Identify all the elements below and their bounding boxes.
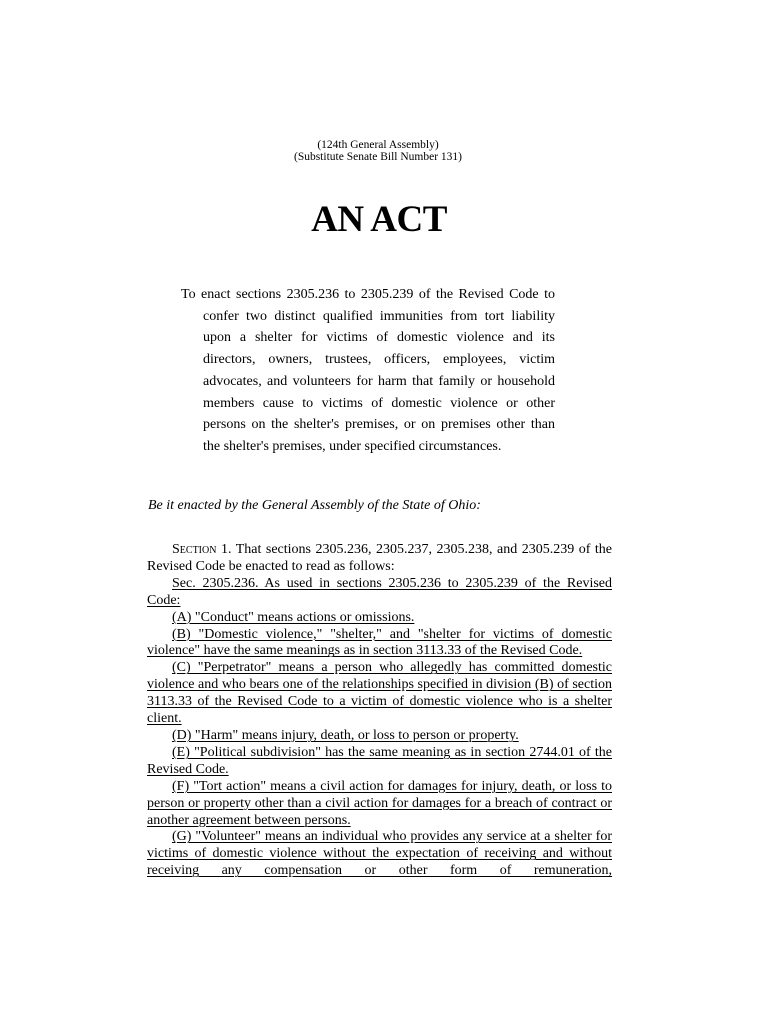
statute-paragraph-e	[147, 745, 612, 779]
statute-paragraph-a	[147, 610, 612, 627]
statute-paragraph-f	[147, 779, 612, 830]
statute-paragraph-b	[147, 627, 612, 661]
section-1-paragraph	[147, 542, 612, 576]
statute-paragraph-d	[147, 728, 612, 745]
statute-text: (G) "Volunteer" means an individual who provides any service at a shelter for victims of domestic violence without the expectation of receiving and without receiving any compensation or other form of remuneration,	[147, 829, 612, 879]
section-1-text: That sections 2305.236, 2305.237, 2305.238, and 2305.239 of the Revised Code be enacted to read as follows:	[147, 542, 612, 574]
statute-text: (D) "Harm" means injury, death, or loss to person or property.	[172, 727, 519, 743]
statute-paragraph-sec	[147, 576, 612, 610]
act-title: AN ACT	[311, 199, 447, 240]
bill-body	[147, 542, 612, 880]
assembly-line: (124th General Assembly)	[317, 139, 439, 151]
statute-text: (E) "Political subdivision" has the same meaning as in section 2744.01 of the Revised Code.	[147, 744, 612, 777]
section-heading: Section 1.	[172, 542, 232, 557]
long-title: To enact sections 2305.236 to 2305.239 of the Revised Code to confer two distinct qualified immunities from tort liability upon a shelter for victims of domestic violence and its directors, owners, trustees, officers, employees, victim advocates, and volunteers for harm that family or household members cause to victims of domestic violence or other persons on the shelter's premises, or on premises other than the shelter's premises, under specified circumstances.	[181, 287, 555, 454]
statute-paragraph-c	[147, 660, 612, 728]
enacting-clause: Be it enacted by the General Assembly of the State of Ohio:	[148, 498, 481, 513]
statute-text: Sec. 2305.236. As used in sections 2305.236 to 2305.239 of the Revised Code:	[147, 575, 612, 608]
statute-paragraph-g	[147, 829, 612, 880]
statute-text: (C) "Perpetrator" means a person who allegedly has committed domestic violence and who bears one of the relationships specified in division (B) of section 3113.33 of the Revised Code to a victim of domestic violence who is a shelter client.	[147, 660, 612, 727]
statute-text: (B) "Domestic violence," "shelter," and "shelter for victims of domestic violence" have the same meanings as in section 3113.33 of the Revised Code.	[147, 626, 612, 659]
statute-text: (A) "Conduct" means actions or omissions.	[172, 609, 415, 625]
statute-text: (F) "Tort action" means a civil action for damages for injury, death, or loss to person or property other than a civil action for damages for a breach of contract or another agreement between persons.	[147, 778, 612, 828]
bill-number-line: (Substitute Senate Bill Number 131)	[293, 151, 462, 163]
